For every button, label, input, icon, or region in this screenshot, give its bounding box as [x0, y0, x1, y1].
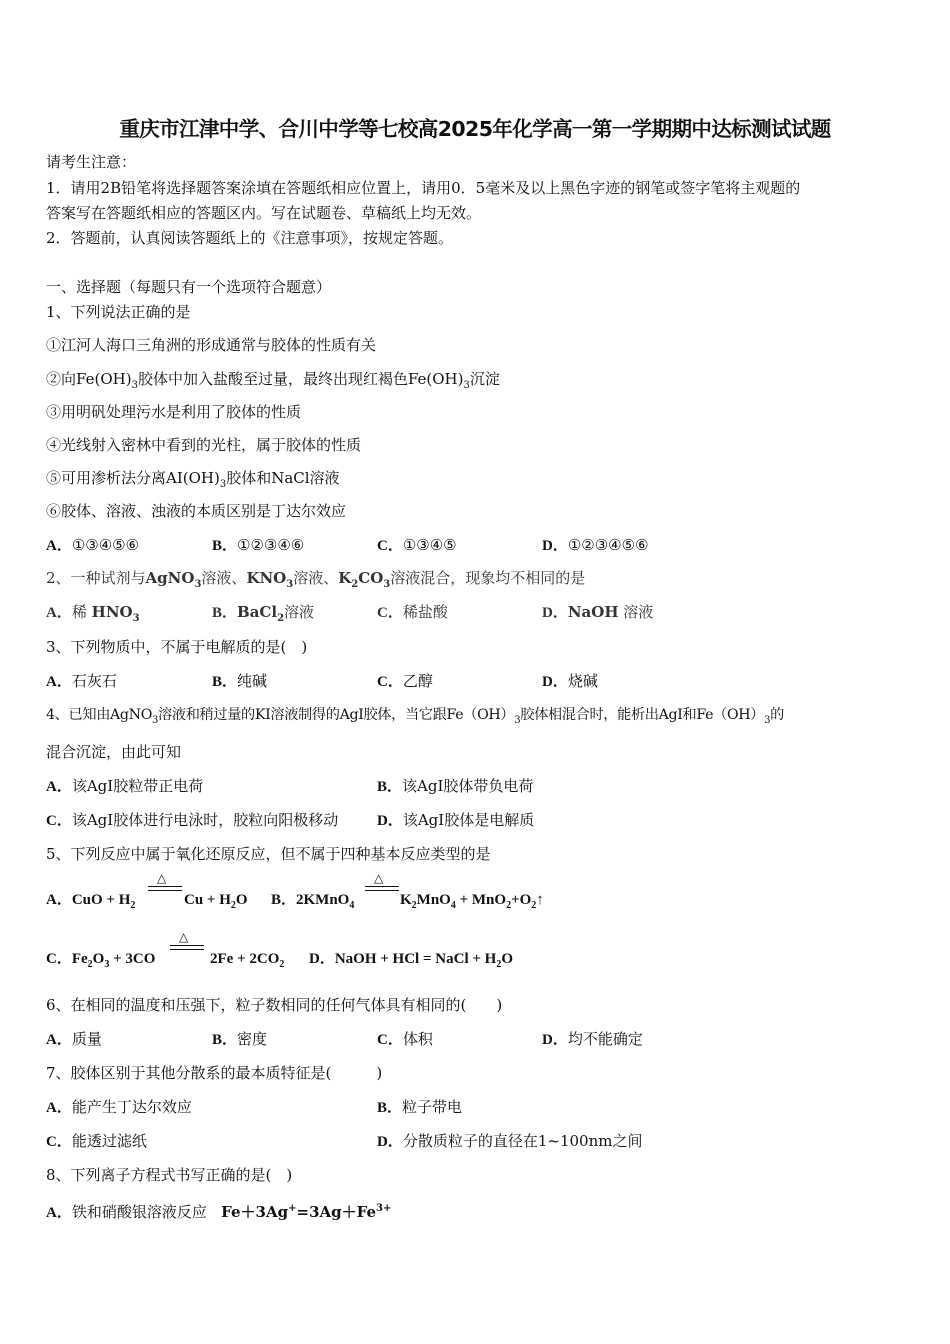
q2-option-d[interactable]: D．NaOH 溶液	[542, 603, 654, 621]
heat-arrow-icon: △	[148, 874, 182, 896]
q5-option-d[interactable]: D．NaOH + HCl = NaCl + $H_2O$	[309, 951, 513, 970]
notice-line-2: 答案写在答题纸相应的答题区内。写在试题卷、草稿纸上均无效。	[46, 204, 482, 222]
q6-option-d[interactable]: D．均不能确定	[542, 1030, 643, 1048]
q1-statement-5: ⑤可用渗析法分离$AI(OH)_3$胶体和NaCl溶液	[46, 469, 340, 490]
q8-stem: 8、下列离子方程式书写正确的是( )	[46, 1166, 293, 1184]
q1-statement-2: ②向$Fe(OH)_3$胶体中加入盐酸至过量，最终出现红褐色$Fe(OH)_3$沉淀	[46, 370, 500, 391]
q2-option-c[interactable]: C．稀盐酸	[377, 603, 448, 621]
q4-stem-line-2: 混合沉淀，由此可知	[46, 743, 182, 761]
q4-stem-line-1: 4、已知由AgNO$_3$溶液和稍过量的KI溶液制得的AgI胶体，当它跟$Fe(OH)_3$胶体相混合时，能析出AgI和$Fe(OH)_3$的	[46, 707, 784, 726]
q4-option-a[interactable]: A．该AgI胶粒带正电荷	[46, 777, 204, 795]
q5-option-b-right: $K_2MnO_4$ + $MnO_2+O_2↑$	[400, 892, 544, 911]
q1-statement-6: ⑥胶体、溶液、浊液的本质区别是丁达尔效应	[46, 502, 347, 520]
q3-option-d[interactable]: D．烧碱	[542, 672, 598, 690]
q1-option-b[interactable]: B．①②③④⑥	[212, 536, 305, 554]
q6-option-b[interactable]: B．密度	[212, 1030, 268, 1048]
q6-option-c[interactable]: C．体积	[377, 1030, 433, 1048]
q5-option-a-left[interactable]: A．CuO + $H_2$	[46, 892, 136, 911]
q6-option-a[interactable]: A．质量	[46, 1030, 102, 1048]
q3-option-c[interactable]: C．乙醇	[377, 672, 433, 690]
q1-statement-1: ①江河人海口三角洲的形成通常与胶体的性质有关	[46, 336, 377, 354]
q7-option-c[interactable]: C．能透过滤纸	[46, 1132, 147, 1150]
page-title: 重庆市江津中学、合川中学等七校高2025年化学高一第一学期期中达标测试试题	[119, 117, 831, 141]
q3-stem: 3、下列物质中，不属于电解质的是( )	[46, 638, 308, 656]
q2-option-b[interactable]: B．BaCl$_2$溶液	[212, 603, 315, 624]
q4-option-b[interactable]: B．该AgI胶体带负电荷	[377, 777, 534, 795]
q3-option-b[interactable]: B．纯碱	[212, 672, 268, 690]
q1-statement-4: ④光线射入密林中看到的光柱，属于胶体的性质	[46, 436, 362, 454]
q5-option-a-right: $Cu + H_2O$	[184, 892, 248, 911]
q8-option-a[interactable]: A．铁和硝酸银溶液反应 $Fe+3Ag^+=3Ag+Fe^{3+}$	[46, 1203, 392, 1221]
notice-heading: 请考生注意：	[46, 153, 137, 171]
q4-option-d[interactable]: D．该AgI胶体是电解质	[377, 811, 535, 829]
heat-arrow-icon: △	[365, 874, 399, 896]
q7-option-a[interactable]: A．能产生丁达尔效应	[46, 1098, 192, 1116]
q1-statement-3: ③用明矾处理污水是利用了胶体的性质	[46, 403, 302, 421]
q7-option-b[interactable]: B．粒子带电	[377, 1098, 463, 1116]
q1-option-a[interactable]: A．①③④⑤⑥	[46, 536, 140, 554]
q5-option-c-left[interactable]: C．$Fe_2O_3 + 3CO$	[46, 951, 156, 970]
q6-stem: 6、在相同的温度和压强下，粒子数相同的任何气体具有相同的( )	[46, 996, 503, 1014]
q1-option-c[interactable]: C．①③④⑤	[377, 536, 457, 554]
q5-option-b-left[interactable]: B．2KMnO$_4$	[271, 892, 355, 911]
notice-line-3: 2．答题前，认真阅读答题纸上的《注意事项》，按规定答题。	[46, 229, 454, 247]
section-heading: 一、选择题（每题只有一个选项符合题意）	[46, 278, 332, 296]
q7-stem: 7、胶体区别于其他分散系的最本质特征是( )	[46, 1064, 383, 1082]
notice-line-1: 1．请用2B铅笔将选择题答案涂填在答题纸相应位置上，请用0．5毫米及以上黑色字迹的钢笔或签字笔将主观题的	[46, 179, 801, 197]
q2-option-a[interactable]: A．稀 $HNO_3$	[46, 603, 140, 624]
q7-option-d[interactable]: D．分散质粒子的直径在1~100nm之间	[377, 1132, 643, 1150]
q2-stem: 2、一种试剂与AgNO$_3$溶液、$KNO_3$溶液、$K_2CO_3$溶液混合，现象均不相同的是	[46, 569, 586, 590]
q4-option-c[interactable]: C．该AgI胶体进行电泳时，胶粒向阳极移动	[46, 811, 339, 829]
q1-stem: 1、下列说法正确的是	[46, 303, 191, 321]
q5-option-c-right: $2Fe + 2CO_2$	[210, 951, 285, 970]
q1-option-d[interactable]: D．①②③④⑤⑥	[542, 536, 649, 554]
q3-option-a[interactable]: A．石灰石	[46, 672, 117, 690]
q5-stem: 5、下列反应中属于氧化还原反应，但不属于四种基本反应类型的是	[46, 845, 491, 863]
heat-arrow-icon: △	[170, 933, 204, 955]
